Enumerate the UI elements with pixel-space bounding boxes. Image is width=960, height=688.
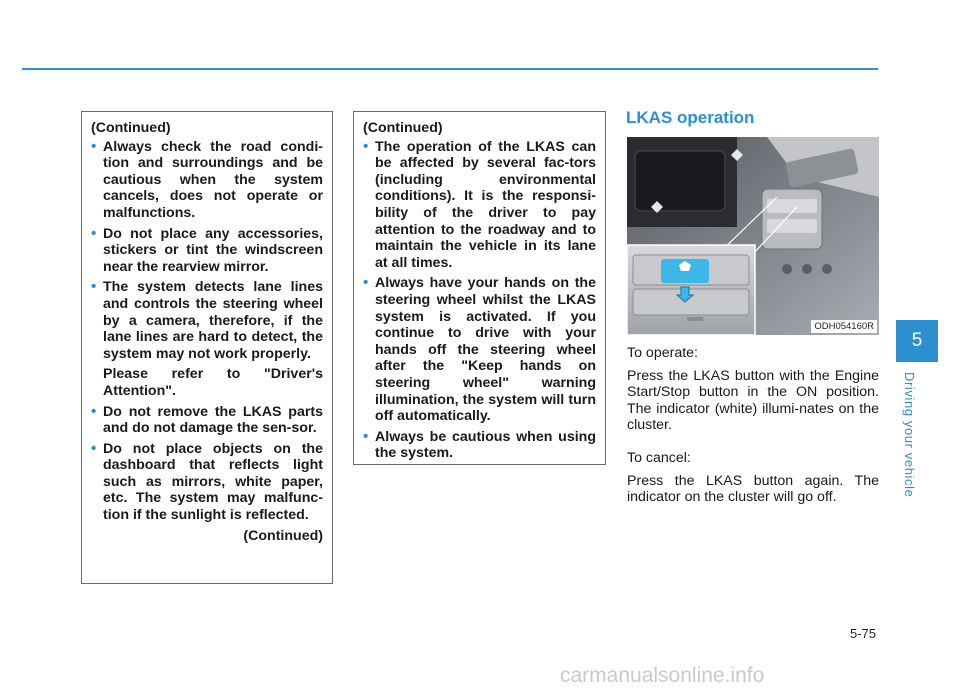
list-item: • The operation of the LKAS can be affected by several fac-tors (including environmental conditions). It is the responsi-bility of the driver to pay attention to the roadway and to maintain the vehicle in its lane at all times. xyxy=(363,139,596,272)
page-number: 5-75 xyxy=(849,626,876,641)
lkas-button-photo xyxy=(627,137,879,335)
list-item: • Always have your hands on the steering wheel whilst the LKAS system is activated. If you continue to drive with your hands off the steering wheel after the "Keep hands on steering wheel" warning illumination, the system will turn off automatically. xyxy=(363,275,596,424)
warning-box-right xyxy=(353,111,606,465)
operate-label: To operate: xyxy=(627,345,698,361)
list-item: • Always be cautious when using the system. xyxy=(363,429,596,462)
cancel-text: Press the LKAS button again. The indicator on the cluster will go off. xyxy=(627,472,879,506)
continued-label: (Continued) xyxy=(91,120,171,136)
watermark: carmanualsonline.info xyxy=(560,664,765,687)
image-code: ODH054160R xyxy=(811,320,877,333)
list-item: • Do not remove the LKAS parts and do not damage the sen-sor. xyxy=(91,404,323,437)
operation-text xyxy=(627,345,879,512)
operate-text: Press the LKAS button with the Engine Start/Stop button in the ON position. The indicator (white) illumi-nates on the cluster. xyxy=(627,367,879,434)
section-heading: LKAS operation xyxy=(626,108,755,127)
list-item: • Do not place objects on the dashboard that reflects light such as mirrors, white paper, etc. The system may malfunc-tion if the sunlight is reflected. xyxy=(91,441,323,524)
list-item: • Do not place any accessories, stickers or tint the windscreen near the rearview mirror. xyxy=(91,226,323,276)
dashboard-illustration xyxy=(627,137,879,335)
list-item: • The system detects lane lines and controls the steering wheel by a camera, therefore, if the lane lines are hard to detect, the system may not work properly. xyxy=(91,279,323,362)
cancel-label: To cancel: xyxy=(627,449,691,466)
reference-note: Please refer to "Driver's Attention". xyxy=(103,366,323,399)
continued-label: (Continued) xyxy=(243,527,323,544)
warning-box-left xyxy=(81,111,333,584)
chapter-tab: 5 xyxy=(896,320,938,362)
header-rule xyxy=(22,68,878,70)
continued-label: (Continued) xyxy=(363,120,443,136)
chapter-title-text: Driving your vehicle xyxy=(902,372,917,498)
list-item: • Always check the road condi-tion and surroundings and be cautious when the system cancels, does not operate or malfunctions. xyxy=(91,139,323,222)
